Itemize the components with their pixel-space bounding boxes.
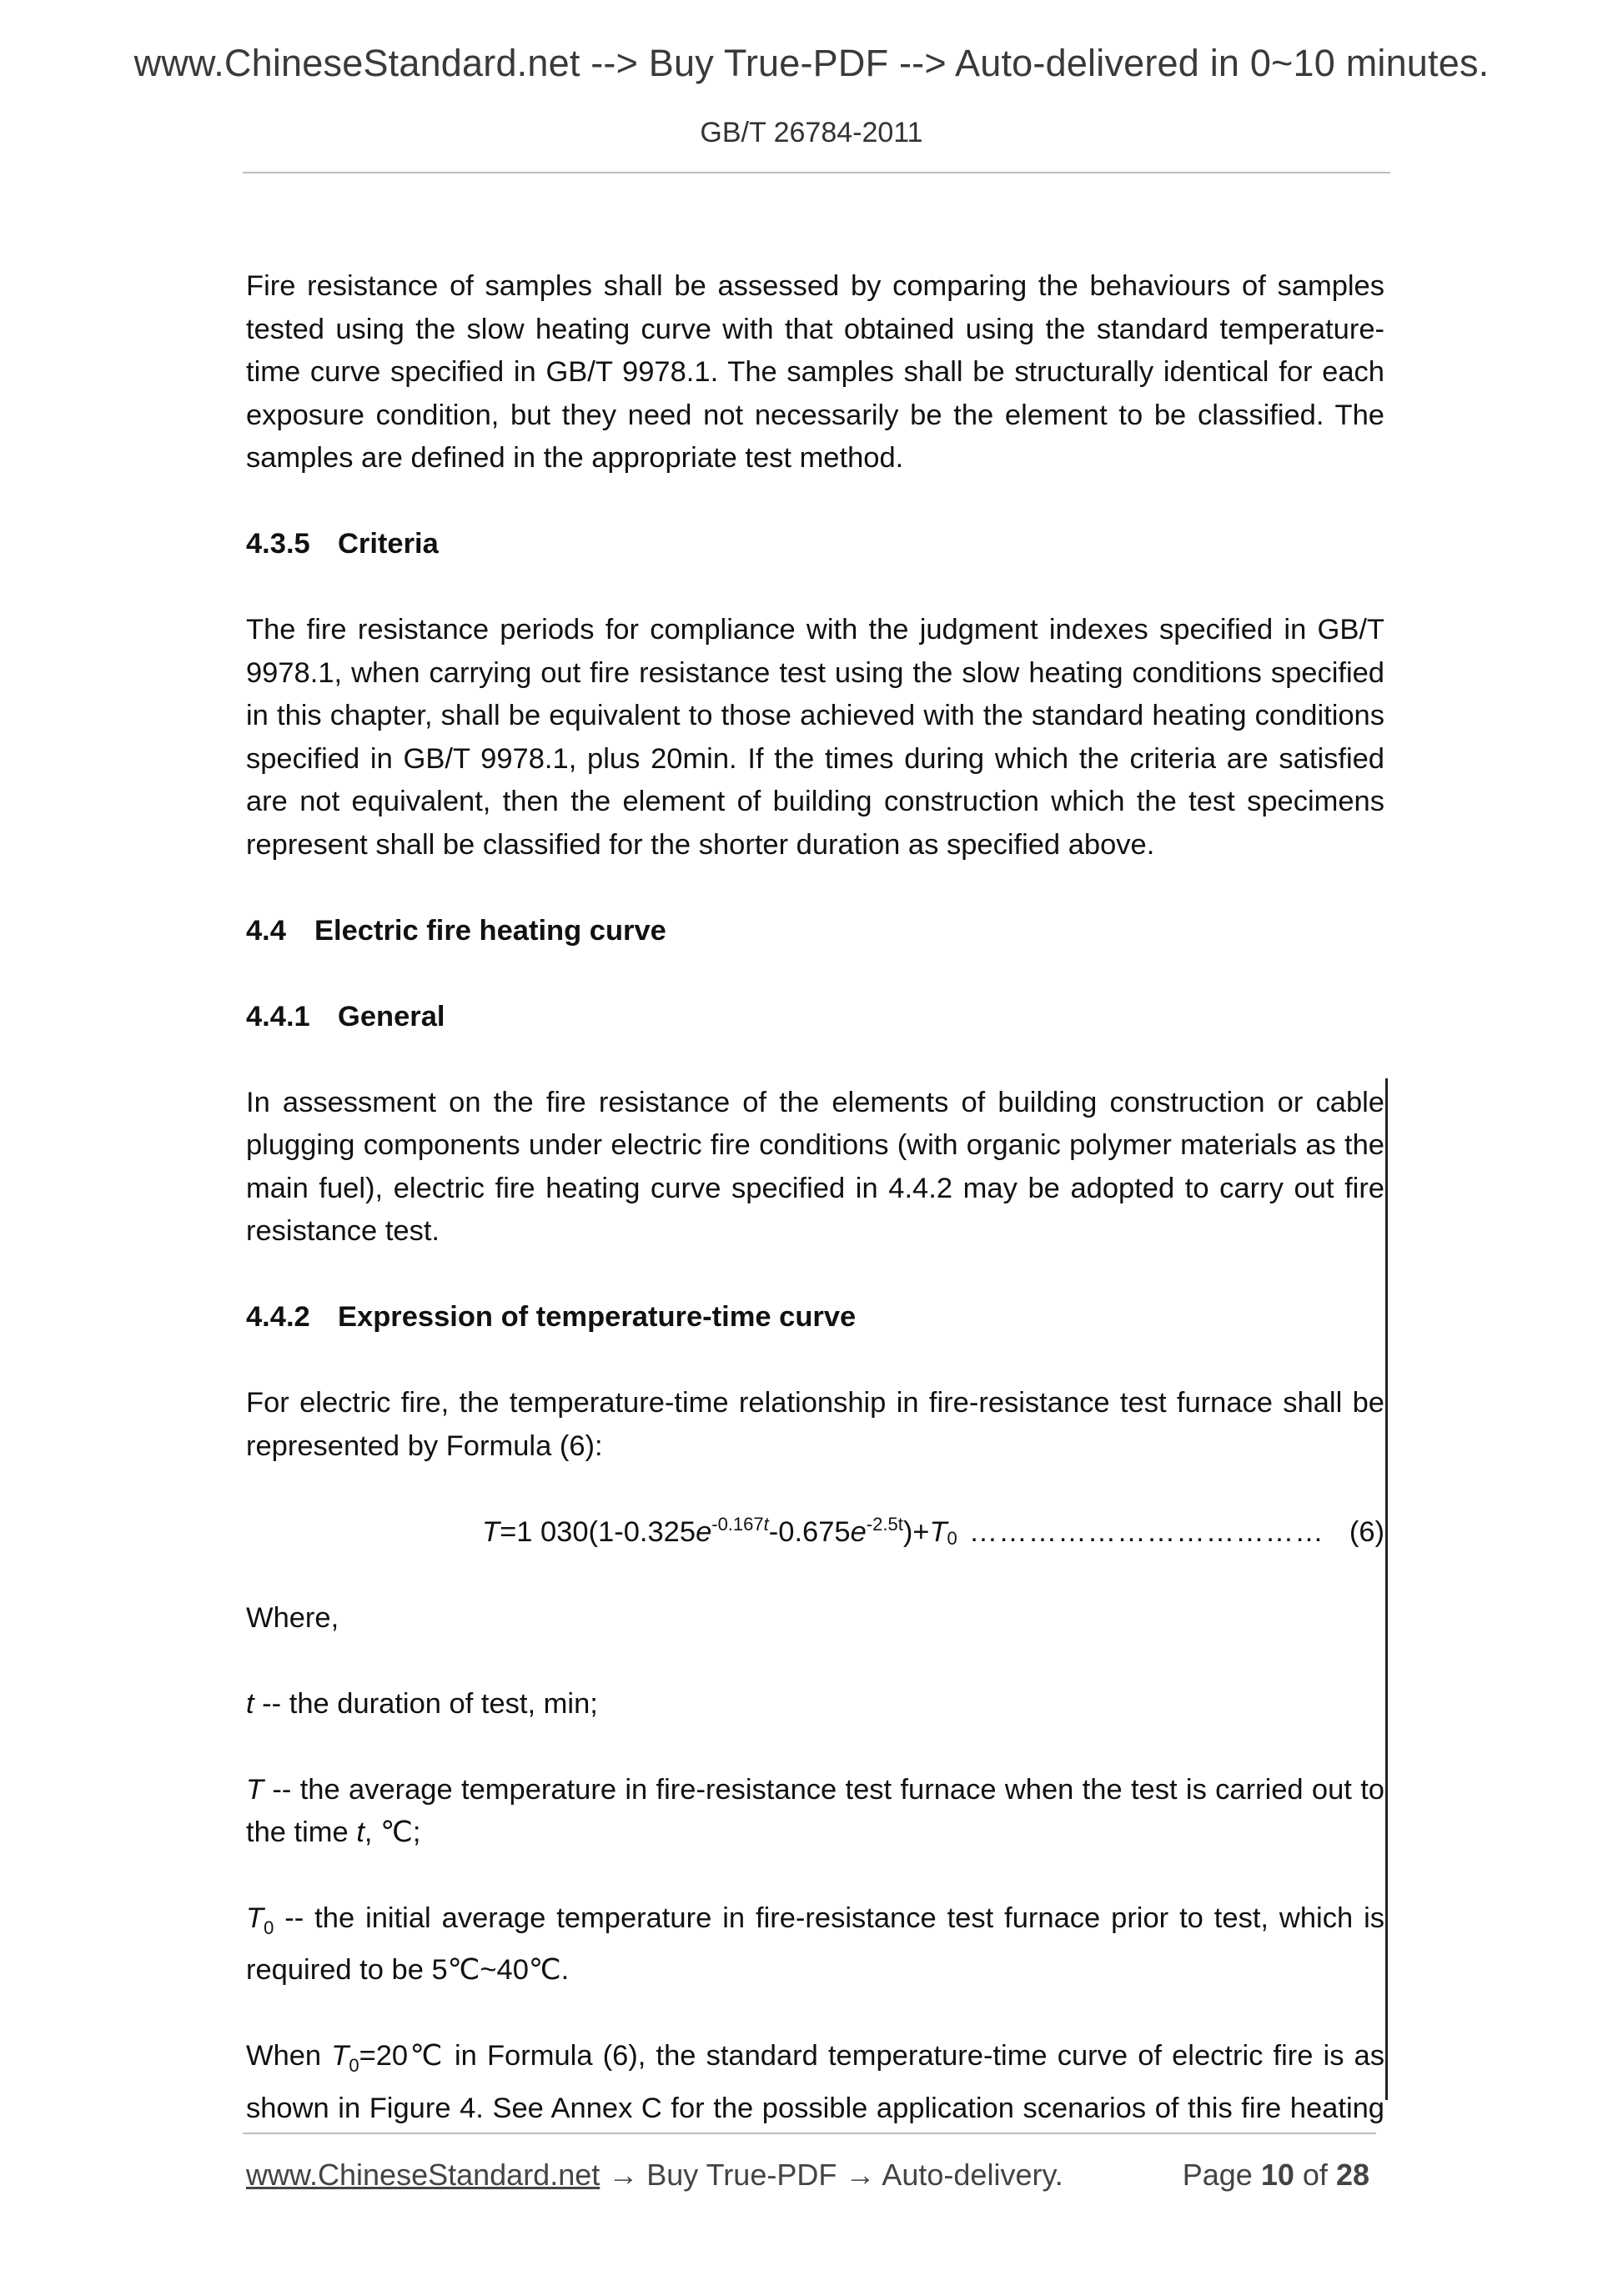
- document-body: [246, 265, 1384, 2130]
- heading-4-4-2: [246, 1296, 1384, 1339]
- section-number: 4.4.1: [246, 1000, 310, 1032]
- formula-expression: T=1 $030(1-0.325e^{-0.167t}-0.675e^{-2.5t})+T_0$ ………………………………: [482, 1511, 1324, 1555]
- footer-site-link[interactable]: www.ChineseStandard.net: [246, 2158, 600, 2192]
- definition-T: T -- the average temperature in fire-resistance test furnace when the test is carried out to the time t, ℃;: [246, 1773, 1384, 1848]
- heading-4-3-5: [246, 523, 1384, 566]
- paragraph-comparison: Fire resistance of samples shall be assessed by comparing the behaviours of samples tested using the slow heating curve with that obtained using the standard temperature-time curve specified in GB/T 9978.1. The samples shall be structurally identical for each exposure condition, but they need not necessarily be the element to be classified. The samples are defined in the appropriate test method.: [246, 270, 1384, 474]
- total-pages: 28: [1335, 2158, 1369, 2192]
- current-page: 10: [1260, 2158, 1294, 2192]
- arrow-icon: →: [600, 2158, 647, 2192]
- revision-bar: [1385, 1078, 1388, 2100]
- section-title: Expression of temperature-time curve: [338, 1301, 857, 1333]
- paragraph-formula-intro: For electric fire, the temperature-time relationship in fire-resistance test furnace shall be represented by Formula (6):: [246, 1387, 1384, 1462]
- page-indicator: Page 10 of 28: [1182, 2158, 1369, 2192]
- standard-code: GB/T 26784-2011: [700, 117, 923, 148]
- paragraph-figure-reference: When $T_0=20℃$ in Formula (6), the standard temperature-time curve of electric fire is as shown in Figure 4. See Annex C for the possible application scenarios of this fire heating: [246, 2040, 1384, 2124]
- formula-6: [246, 1511, 1384, 1555]
- heading-4-4: [246, 910, 1384, 953]
- section-title: General: [338, 1000, 445, 1032]
- formula-number: (6): [1349, 1515, 1384, 1548]
- site-banner[interactable]: www.ChineseStandard.net --> Buy True-PDF --> Auto-delivered in 0~10 minutes.: [133, 42, 1490, 84]
- where-label: Where,: [246, 1601, 339, 1634]
- paragraph-criteria: The fire resistance periods for compliance with the judgment indexes specified in GB/T 9978.1, when carrying out fire resistance test using the slow heating conditions specified in this chapter, shall be equivalent to those achieved with the standard heating conditions specified in GB/T 9978.1, plus 20min. If the times during which the criteria are satisfied are not equivalent, then the element of building construction which the test specimens represent shall be classified for the shorter duration as specified above.: [246, 614, 1384, 861]
- page-footer: [246, 2154, 1376, 2196]
- section-title: Electric fire heating curve: [314, 914, 666, 947]
- section-title: Criteria: [338, 528, 439, 560]
- heading-4-4-1: [246, 996, 1384, 1039]
- section-number: 4.3.5: [246, 528, 310, 560]
- dot-leader: ………………………………: [968, 1515, 1324, 1548]
- paragraph-general: In assessment on the fire resistance of the elements of building construction or cable plugging components under electric fire conditions (with organic polymer materials as the main fuel), electric fire heating curve specified in 4.4.2 may be adopted to carry out fire resistance test.: [246, 1086, 1384, 1247]
- footer-delivery-text: Auto-delivery.: [882, 2158, 1063, 2192]
- header-divider: [243, 172, 1390, 173]
- definition-t: t -- the duration of test, min;: [246, 1687, 598, 1720]
- footer-divider: [243, 2133, 1376, 2134]
- arrow-icon: →: [837, 2158, 882, 2192]
- definition-T0: $T_0$ -- the initial average temperature in fire-resistance test furnace prior to test, which is required to be 5℃~40℃.: [246, 1902, 1384, 1987]
- section-number: 4.4.2: [246, 1301, 310, 1333]
- footer-buy-link[interactable]: Buy True-PDF: [646, 2158, 837, 2192]
- section-number: 4.4: [246, 914, 286, 947]
